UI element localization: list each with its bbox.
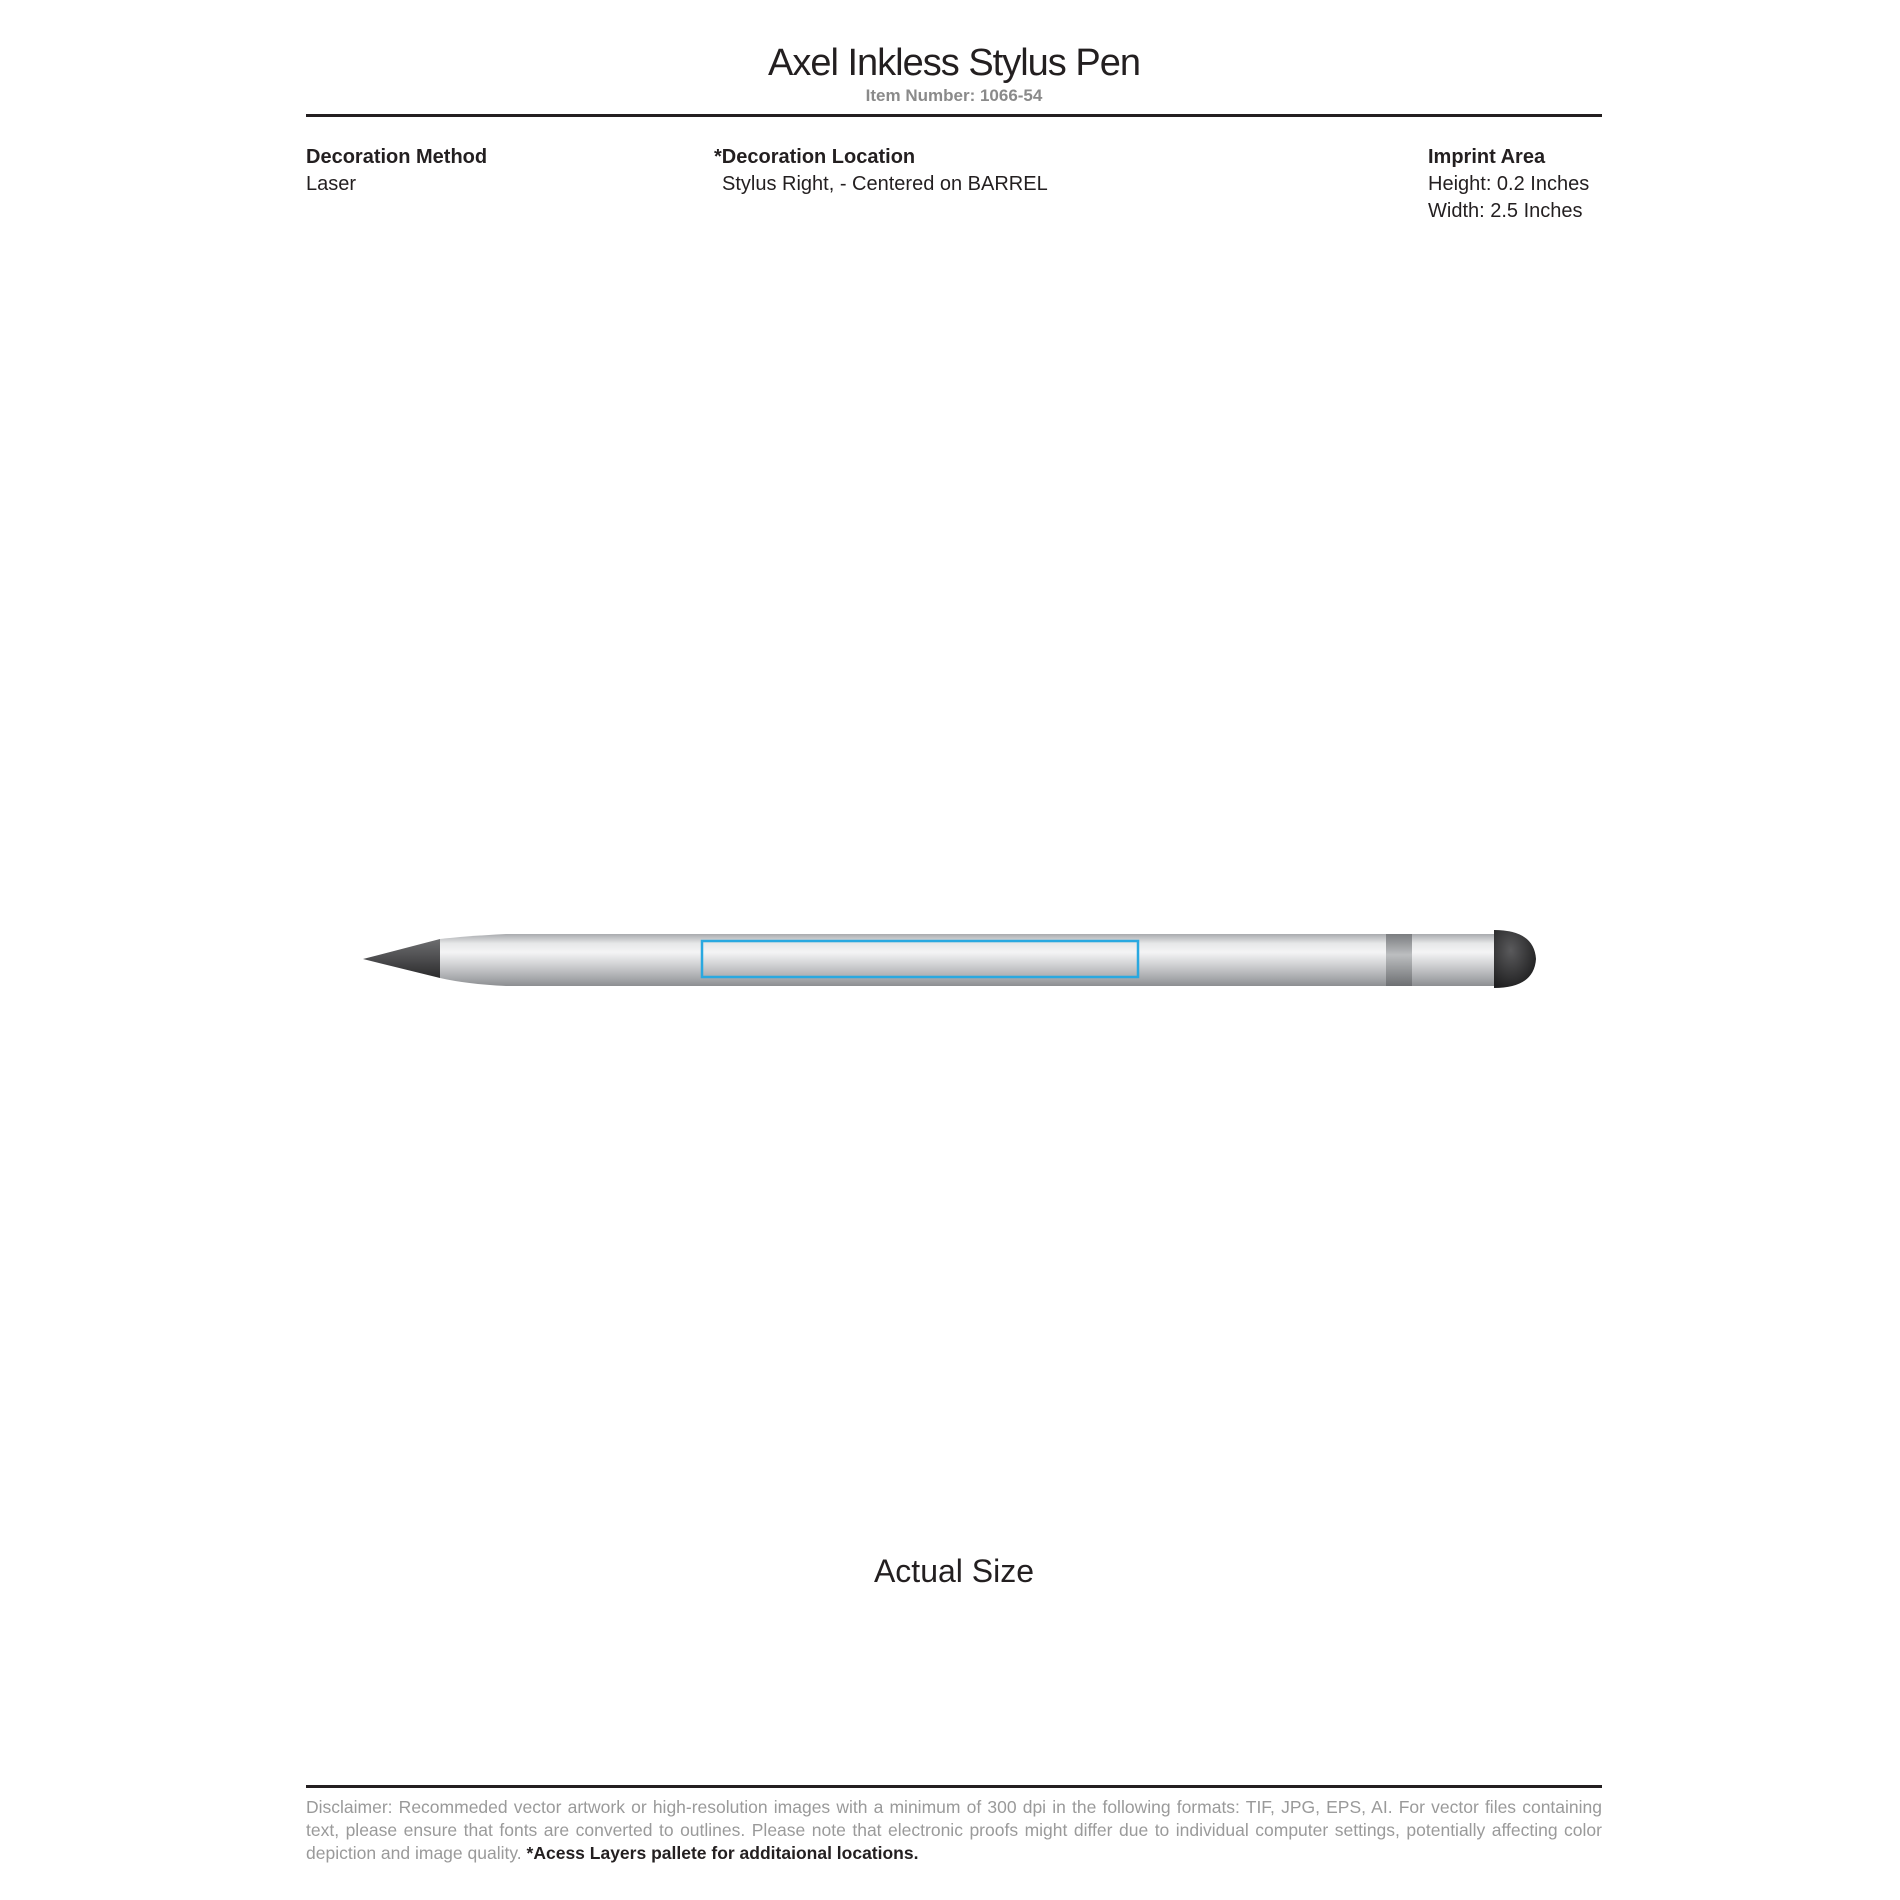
header-divider bbox=[306, 114, 1602, 117]
layers-note: *Acess Layers pallete for additaional locations. bbox=[526, 1843, 919, 1863]
decoration-location-label: *Decoration Location bbox=[714, 146, 916, 168]
disclaimer bbox=[306, 1796, 1602, 1865]
actual-size-label: Actual Size bbox=[873, 1553, 1035, 1589]
product-image bbox=[356, 912, 1552, 992]
page-header bbox=[306, 40, 1602, 106]
decoration-method-label: Decoration Method bbox=[306, 146, 488, 168]
decoration-method-value: Laser bbox=[306, 173, 357, 195]
pen-cap bbox=[1412, 934, 1494, 986]
decoration-location-block bbox=[714, 144, 1048, 198]
imprint-width-value: Width: 2.5 Inches bbox=[1428, 200, 1583, 222]
imprint-area-label: Imprint Area bbox=[1428, 146, 1546, 168]
disclaimer-text: Disclaimer: Recommeded vector artwork or high-resolution images with a minimum of 300 dpi in the following formats: TIF, JPG, EPS, AI. For vector files containing text, please ensure that fonts are converted to outlines. Please note that electronic proofs might differ due to individual computer settings, potentially affecting color depiction and image quality. bbox=[306, 1797, 1602, 1863]
product-title: Axel Inkless Stylus Pen bbox=[768, 42, 1140, 84]
imprint-height-value: Height: 0.2 Inches bbox=[1428, 173, 1590, 195]
pen-band bbox=[1386, 934, 1412, 986]
item-number: Item Number: 1066-54 bbox=[865, 86, 1043, 105]
decoration-method-block bbox=[306, 144, 487, 198]
decoration-location-value: Stylus Right, - Centered on BARREL bbox=[722, 173, 1048, 195]
stylus-pen-illustration bbox=[356, 912, 1552, 992]
graphite-tip bbox=[363, 939, 440, 978]
pen-nose bbox=[440, 934, 506, 986]
footer-divider bbox=[306, 1785, 1602, 1788]
imprint-area-block bbox=[1428, 144, 1589, 225]
stylus-rubber-tip bbox=[1494, 930, 1536, 988]
